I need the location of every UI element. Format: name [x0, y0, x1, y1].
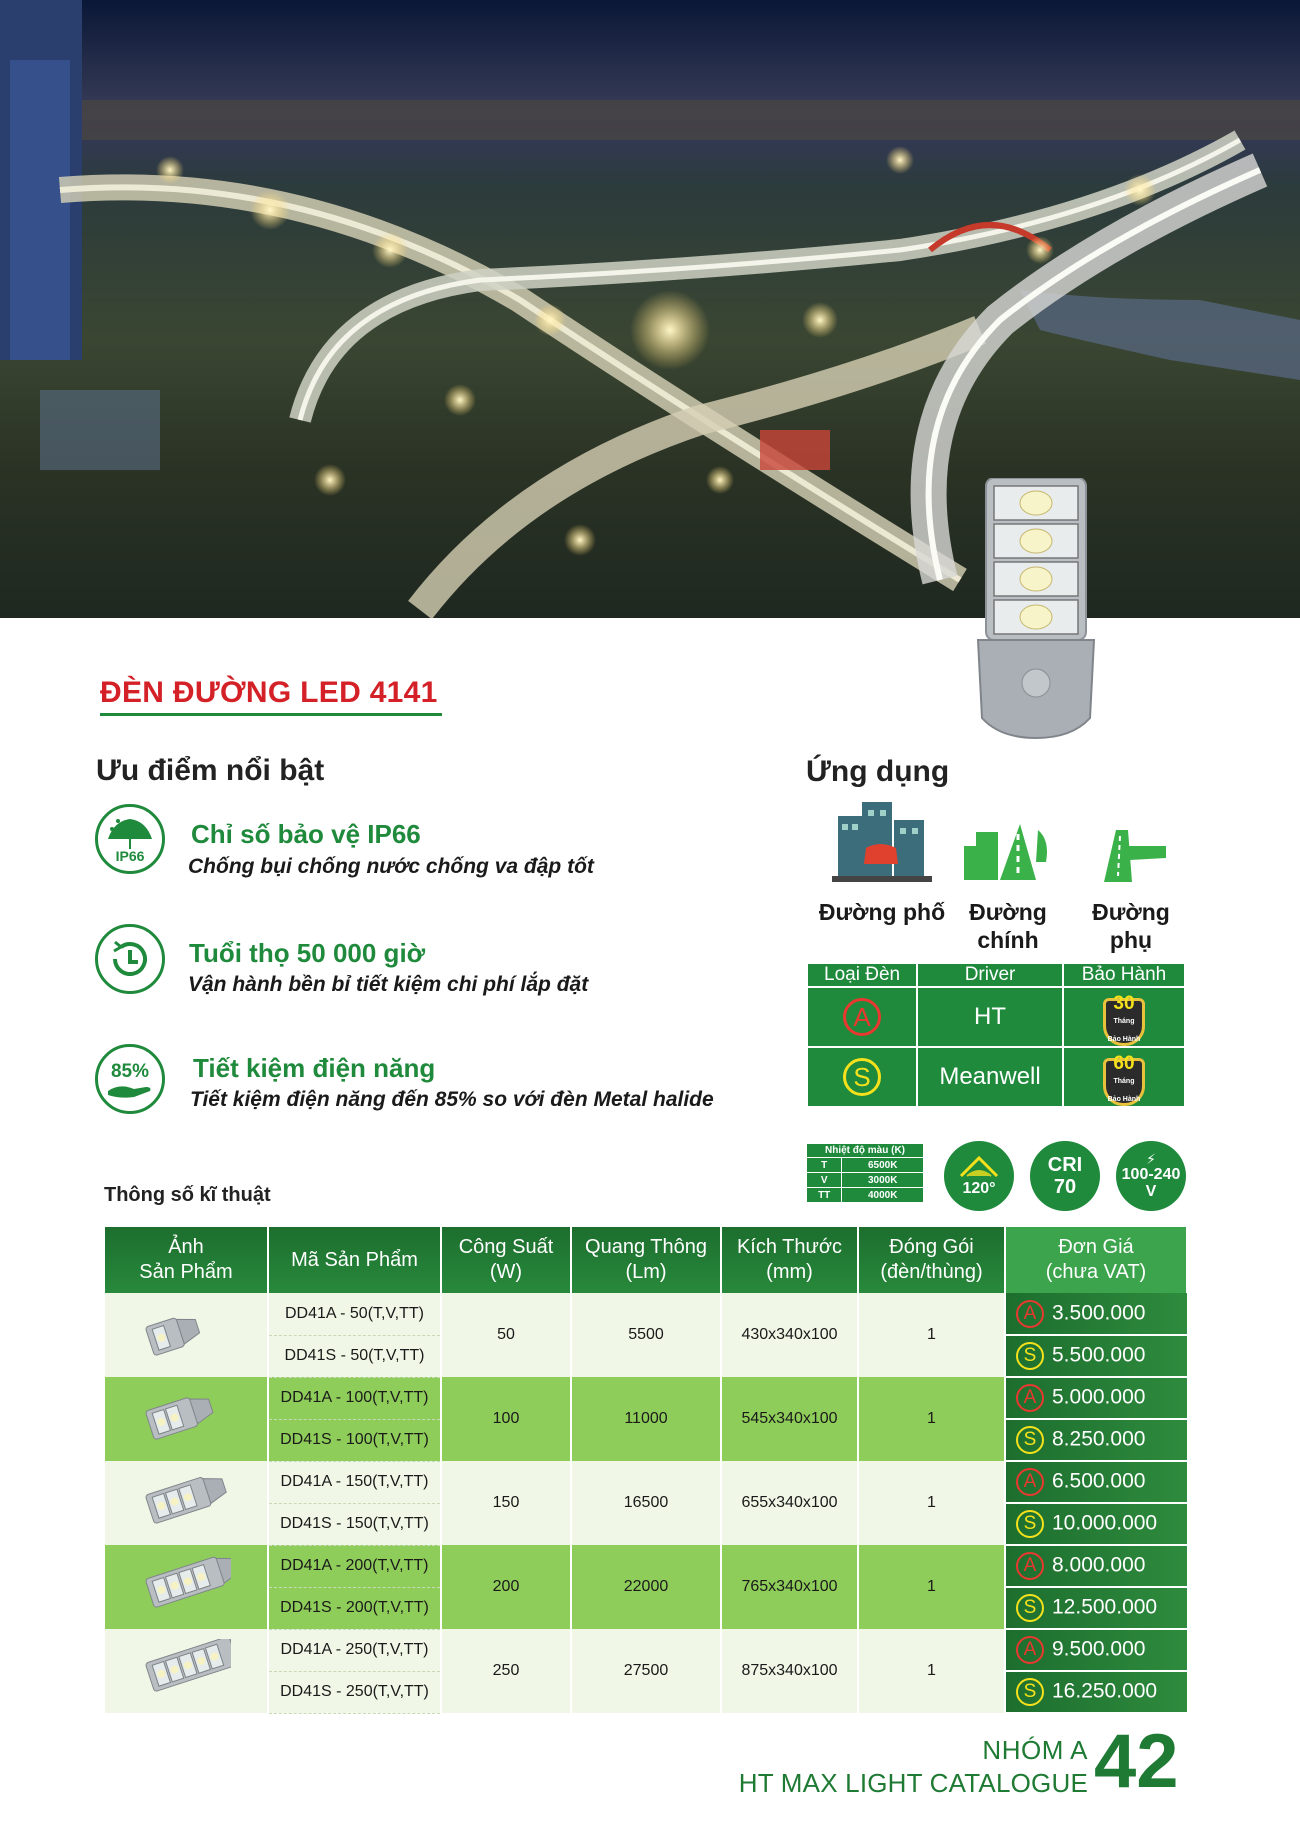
size-cell: 430x340x100	[721, 1293, 858, 1377]
type-a-icon: A	[1016, 1384, 1044, 1412]
price-a: 3.500.000	[1052, 1301, 1146, 1325]
lumen-cell: 27500	[571, 1629, 721, 1713]
pack-cell: 1	[858, 1293, 1005, 1377]
table-row	[105, 1293, 1187, 1335]
product-code-s: DD41S - 50(T,V,TT)	[268, 1335, 441, 1377]
beam-angle-icon	[957, 1154, 1001, 1180]
clock-icon	[95, 924, 165, 994]
type-s-icon: S	[1016, 1678, 1044, 1706]
header-code-line-1: Mã Sản Phẩm	[291, 1248, 418, 1271]
table-row	[105, 1545, 1187, 1587]
product-code-a: DD41A - 250(T,V,TT)	[268, 1629, 441, 1671]
power-cell: 150	[441, 1461, 571, 1545]
product-code-s: DD41S - 250(T,V,TT)	[268, 1671, 441, 1713]
spec-heading: Thông số kĩ thuật	[104, 1184, 271, 1206]
header-price-line-1: Đơn Giá	[1058, 1236, 1134, 1258]
app-label-city-street-line-1: Đường phố	[818, 899, 946, 925]
header-price-line-2: (chưa VAT)	[1045, 1261, 1147, 1283]
header-image	[105, 1227, 268, 1293]
feature-title-saving: Tiết kiệm điện năng	[193, 1053, 436, 1083]
size-cell: 545x340x100	[721, 1377, 858, 1461]
app-label-main-road-line-2: chính	[977, 927, 1039, 953]
applications-heading: Ứng dụng	[806, 755, 950, 788]
ip66-icon-text: IP66	[115, 848, 145, 864]
app-label-side-road-line-1: Đường	[1092, 899, 1170, 925]
warranty-badge-cell	[1063, 1047, 1185, 1107]
header-size	[721, 1227, 858, 1293]
type-s-icon: S	[1016, 1342, 1044, 1370]
header-lumen	[571, 1227, 721, 1293]
table-row	[105, 1461, 1187, 1503]
warranty-badge-cell	[1063, 987, 1185, 1047]
header-power	[441, 1227, 571, 1293]
header-code	[268, 1227, 441, 1293]
product-title: ĐÈN ĐƯỜNG LED 4141	[100, 676, 438, 709]
street-lamp-product-image	[972, 478, 1100, 740]
lumen-cell: 11000	[571, 1377, 721, 1461]
feature-title-lifetime: Tuổi thọ 50 000 giờ	[189, 938, 426, 968]
ip66-umbrella-icon	[95, 804, 165, 874]
cri-badge	[1030, 1141, 1100, 1211]
product-thumbnail	[105, 1461, 268, 1545]
product-code-s: DD41S - 200(T,V,TT)	[268, 1587, 441, 1629]
header-pack-line-2: (đèn/thùng)	[880, 1261, 983, 1283]
app-label-side-road	[1076, 898, 1186, 954]
size-cell: 875x340x100	[721, 1629, 858, 1713]
feature-title-ip66: Chỉ số bảo vệ IP66	[191, 819, 421, 849]
title-underline	[100, 713, 442, 716]
type-s-icon: S	[1016, 1426, 1044, 1454]
warranty-type-cell	[807, 987, 917, 1047]
color-temp-code: T	[807, 1158, 842, 1173]
header-lumen-line-1: Quang Thông	[585, 1236, 707, 1258]
beam-angle-value: 120°	[962, 1180, 996, 1197]
warranty-header-type: Loại Đèn	[807, 963, 917, 987]
product-code-s: DD41S - 150(T,V,TT)	[268, 1503, 441, 1545]
warranty-30-badge-icon	[1103, 993, 1145, 1046]
feature-desc-lifetime: Vận hành bền bỉ tiết kiệm chi phí lắp đặt	[188, 973, 589, 996]
price-s: 5.500.000	[1052, 1343, 1146, 1367]
warranty-header-driver: Driver	[917, 963, 1063, 987]
spec-table-header-row	[105, 1227, 1187, 1293]
price-a-cell	[1005, 1293, 1187, 1335]
type-a-icon: A	[1016, 1636, 1044, 1664]
product-code-a: DD41A - 50(T,V,TT)	[268, 1293, 441, 1335]
saving-icon-text: 85%	[110, 1061, 150, 1082]
warranty-driver-cell: HT	[917, 987, 1063, 1047]
price-s: 8.250.000	[1052, 1427, 1146, 1451]
product-thumbnail	[105, 1545, 268, 1629]
size-cell: 655x340x100	[721, 1461, 858, 1545]
power-cell: 100	[441, 1377, 571, 1461]
price-s-cell	[1005, 1419, 1187, 1461]
color-temperature-table	[806, 1143, 924, 1203]
warranty-header-row	[807, 963, 1185, 987]
product-code-a: DD41A - 200(T,V,TT)	[268, 1545, 441, 1587]
header-lumen-line-2: (Lm)	[625, 1261, 667, 1283]
warranty-row-s	[807, 1047, 1185, 1107]
advantages-heading: Ưu điểm nổi bật	[96, 754, 325, 787]
app-label-main-road	[960, 898, 1056, 954]
header-power-line-1: Công Suất	[458, 1236, 554, 1258]
price-a: 6.500.000	[1052, 1469, 1146, 1493]
pack-cell: 1	[858, 1461, 1005, 1545]
page-number: 42	[1094, 1719, 1179, 1804]
color-temp-code: TT	[807, 1188, 842, 1203]
warranty-row-a	[807, 987, 1185, 1047]
power-cell: 200	[441, 1545, 571, 1629]
product-thumbnail	[105, 1377, 268, 1461]
header-image-line-1: Ảnh	[168, 1236, 204, 1258]
footer-catalogue: HT MAX LIGHT CATALOGUE	[738, 1768, 1088, 1798]
app-label-city-street	[812, 898, 952, 926]
cri-label: CRI	[1047, 1154, 1083, 1176]
type-a-icon: A	[1016, 1468, 1044, 1496]
warranty-60-badge-icon	[1103, 1053, 1145, 1106]
warranty-months: 60	[1113, 1053, 1135, 1074]
price-a-cell	[1005, 1461, 1187, 1503]
beam-angle-badge	[944, 1141, 1014, 1211]
warranty-header-warranty: Bảo Hành	[1063, 963, 1185, 987]
feature-desc-ip66: Chống bụi chống nước chống va đập tốt	[188, 855, 594, 878]
lumen-cell: 16500	[571, 1461, 721, 1545]
main-road-icon	[960, 822, 1056, 882]
lumen-cell: 22000	[571, 1545, 721, 1629]
voltage-badge	[1116, 1141, 1186, 1211]
price-s-cell	[1005, 1503, 1187, 1545]
city-street-icon	[832, 796, 932, 882]
warranty-type-cell	[807, 1047, 917, 1107]
table-row	[105, 1377, 1187, 1419]
price-s: 16.250.000	[1052, 1679, 1158, 1703]
hero-night-highway-photo	[0, 0, 1300, 618]
warranty-month-label: Tháng	[1113, 1078, 1135, 1085]
product-thumbnail	[105, 1629, 268, 1713]
type-s-icon: S	[1016, 1594, 1044, 1622]
price-s-cell	[1005, 1587, 1187, 1629]
header-power-line-2: (W)	[489, 1261, 523, 1283]
warranty-months: 30	[1113, 993, 1135, 1014]
warranty-badge-label: Bảo Hành	[1107, 1036, 1141, 1043]
warranty-badge-label: Bảo Hành	[1107, 1096, 1141, 1103]
color-temp-header: Nhiệt độ màu (K)	[807, 1144, 924, 1158]
price-a: 9.500.000	[1052, 1637, 1146, 1661]
lightning-icon: ⚡	[1146, 1151, 1156, 1167]
feature-desc-saving: Tiết kiệm điện năng đến 85% so với đèn Metal halide	[190, 1088, 714, 1111]
app-label-main-road-line-1: Đường	[969, 899, 1047, 925]
product-code-s: DD41S - 100(T,V,TT)	[268, 1419, 441, 1461]
color-temp-code: V	[807, 1173, 842, 1188]
price-a-cell	[1005, 1629, 1187, 1671]
warranty-driver-cell: Meanwell	[917, 1047, 1063, 1107]
price-s: 10.000.000	[1052, 1511, 1158, 1535]
type-a-icon: A	[1016, 1552, 1044, 1580]
header-pack	[858, 1227, 1005, 1293]
color-temp-value: 4000K	[842, 1188, 924, 1203]
price-s-cell	[1005, 1671, 1187, 1713]
price-s: 12.500.000	[1052, 1595, 1158, 1619]
price-a-cell	[1005, 1377, 1187, 1419]
type-a-icon: A	[1016, 1300, 1044, 1328]
type-s-badge: S	[843, 1058, 881, 1096]
price-a: 8.000.000	[1052, 1553, 1146, 1577]
voltage-range: 100-240	[1121, 1166, 1181, 1183]
voltage-unit: V	[1145, 1183, 1157, 1200]
type-s-icon: S	[1016, 1510, 1044, 1538]
product-code-a: DD41A - 150(T,V,TT)	[268, 1461, 441, 1503]
price-a-cell	[1005, 1545, 1187, 1587]
product-thumbnail	[105, 1293, 268, 1377]
app-label-side-road-line-2: phụ	[1109, 927, 1153, 953]
lumen-cell: 5500	[571, 1293, 721, 1377]
warranty-table	[806, 962, 1186, 1108]
cri-value: 70	[1053, 1176, 1077, 1198]
footer-group: NHÓM A	[982, 1735, 1088, 1765]
color-temp-value: 3000K	[842, 1173, 924, 1188]
warranty-month-label: Tháng	[1113, 1018, 1135, 1025]
power-cell: 50	[441, 1293, 571, 1377]
spec-price-table	[105, 1227, 1188, 1714]
pack-cell: 1	[858, 1629, 1005, 1713]
price-s-cell	[1005, 1335, 1187, 1377]
table-row	[105, 1629, 1187, 1671]
type-a-badge: A	[843, 998, 881, 1036]
size-cell: 765x340x100	[721, 1545, 858, 1629]
price-a: 5.000.000	[1052, 1385, 1146, 1409]
product-code-a: DD41A - 100(T,V,TT)	[268, 1377, 441, 1419]
header-pack-line-1: Đóng Gói	[889, 1236, 974, 1258]
side-road-icon	[1102, 830, 1166, 882]
pack-cell: 1	[858, 1377, 1005, 1461]
power-cell: 250	[441, 1629, 571, 1713]
header-size-line-1: Kích Thước	[736, 1236, 843, 1258]
color-temp-value: 6500K	[842, 1158, 924, 1173]
pack-cell: 1	[858, 1545, 1005, 1629]
header-price	[1005, 1227, 1187, 1293]
header-size-line-2: (mm)	[766, 1261, 813, 1283]
hand-85-icon	[95, 1044, 165, 1114]
header-image-line-2: Sản Phẩm	[139, 1261, 233, 1283]
